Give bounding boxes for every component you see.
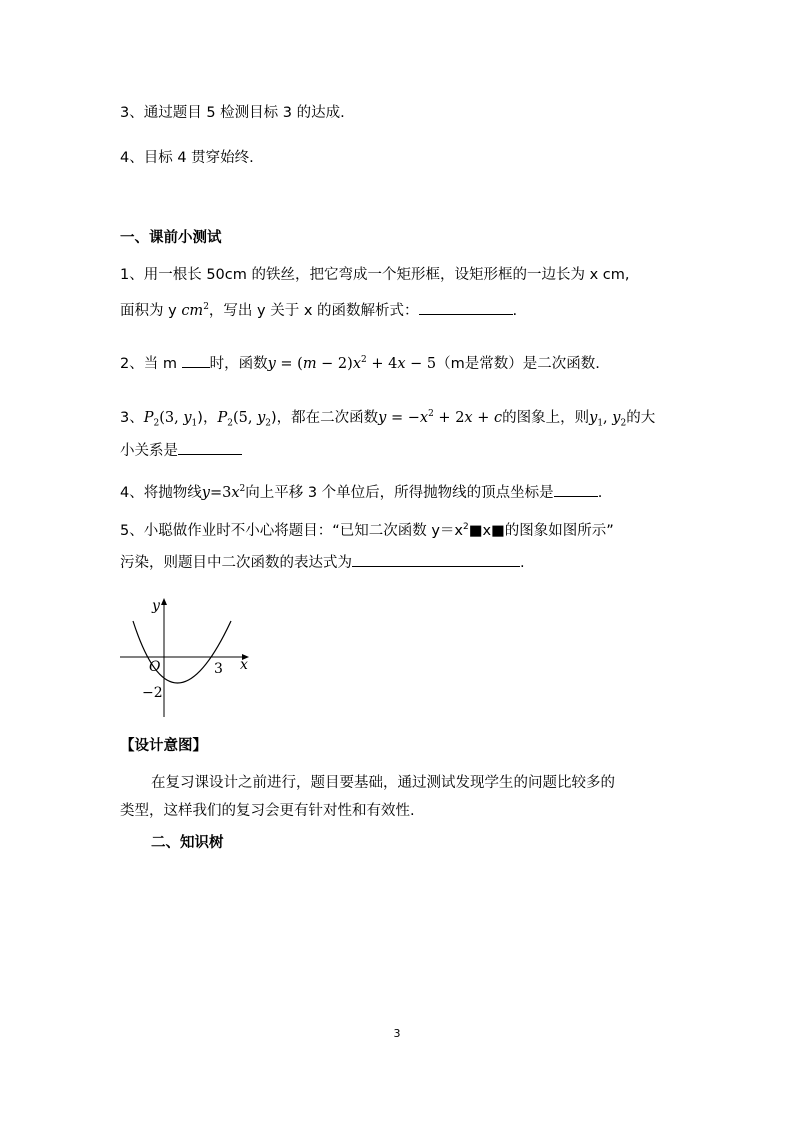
q2-formula-eq: = ( <box>275 355 303 372</box>
q5-line1-prefix: 5、小聪做作业时不小心将题目：“已知二次函数 y＝x <box>120 522 464 539</box>
q4-answer-blank[interactable] <box>554 482 598 497</box>
q5-line-2 <box>120 552 525 573</box>
y-axis-label: y <box>152 598 160 614</box>
q2-formula-m: m <box>302 355 317 372</box>
origin-label: O <box>149 659 161 675</box>
q3-line2-text: 小关系是 <box>120 443 178 459</box>
q4-line <box>120 479 602 503</box>
q3-cmp-y1-sub: 1 <box>597 418 604 429</box>
q5-line1-suffix: ■x■的图象如图所示” <box>468 522 614 539</box>
y-tick-label: −2 <box>142 685 163 701</box>
q3-y1: y <box>183 409 192 426</box>
q3-line-2 <box>120 440 242 461</box>
q3-cmp-y1: y <box>589 409 598 426</box>
goal-4: 4、目标 4 贯穿始终. <box>120 150 254 166</box>
q3-fn-x2: x <box>464 409 473 426</box>
q1-unit-exp: 2 <box>203 302 209 312</box>
design-para-line-1: 在复习课设计之前进行，题目要基础，通过测试发现学生的问题比较多的 <box>151 775 615 791</box>
q4-suffix: 向上平移 3 个单位后，所得抛物线的顶点坐标是 <box>245 484 554 501</box>
q2-formula-minus2: − 2) <box>316 355 353 372</box>
q4-formula-eq: =3 <box>209 484 232 501</box>
q1-line2-suffix: ，写出 y 关于 x 的函数解析式： <box>208 302 419 319</box>
q3-p1-coords: (3, <box>159 409 184 426</box>
x-axis-label: x <box>240 657 248 673</box>
parabola-graph <box>118 595 258 720</box>
q3-p2-coords: (5, <box>232 409 258 426</box>
q2-prefix: 2、当 m <box>120 355 177 372</box>
q5-line1-exp: 2 <box>463 522 469 532</box>
q4-end: . <box>597 484 603 501</box>
q1-line-1: 1、用一根长 50cm 的铁丝，把它弯成一个矩形框，设矩形框的一边长为 x cm, <box>120 267 630 283</box>
goal-3: 3、通过题目 5 检测目标 3 的达成. <box>120 105 345 121</box>
q3-fn-suffix: 的图象上，则 <box>502 409 590 426</box>
q3-cmp-y2-sub: 2 <box>620 418 627 429</box>
q3-answer-blank[interactable] <box>178 440 242 455</box>
q3-fn-c: c <box>493 409 503 426</box>
q2-answer-blank[interactable] <box>182 353 210 368</box>
q5-end: . <box>520 555 525 571</box>
design-title: 【设计意图】 <box>120 738 207 754</box>
q3-prefix: 3、 <box>120 409 144 426</box>
x-tick-label: 3 <box>214 661 223 677</box>
q2-formula-x: x <box>352 355 361 372</box>
q3-fn-y: y <box>378 409 387 426</box>
q1-line-2 <box>120 297 517 321</box>
design-para-line-2: 类型，这样我们的复习会更有针对性和有效性. <box>120 803 415 819</box>
q2-suffix: （m是常数）是二次函数. <box>436 355 600 372</box>
q3-y2: y <box>257 409 266 426</box>
q3-p1-sub: 2 <box>153 418 160 429</box>
q2-formula-x2: x <box>397 355 406 372</box>
q4-prefix: 4、将抛物线 <box>120 484 202 501</box>
q1-line2-prefix: 面积为 y <box>120 302 177 319</box>
q3-cmp-y2: y <box>612 409 621 426</box>
q2-formula-rest: + 4 <box>366 355 398 372</box>
q3-p1: P <box>143 409 154 426</box>
q5-line2-text: 污染，则题目中二次函数的表达式为 <box>120 555 352 571</box>
q3-y2-sub: 2 <box>265 418 271 429</box>
q3-p2-sub: 2 <box>227 418 233 429</box>
q3-y1-sub: 1 <box>191 418 198 429</box>
q2-formula-y: y <box>267 355 276 372</box>
q5-answer-blank[interactable] <box>352 552 520 567</box>
q1-unit: cm <box>181 302 204 319</box>
page-number: 3 <box>393 1027 401 1040</box>
q4-formula-x: x <box>231 484 240 501</box>
q3-fn-plus: + 2 <box>433 409 465 426</box>
q4-formula-exp: 2 <box>239 484 246 494</box>
q3-fn-x: x <box>419 409 429 426</box>
q2-mid: 时，函数 <box>209 355 268 372</box>
q2-formula-const: − 5 <box>405 355 437 372</box>
section-1-title: 一、课前小测试 <box>120 230 222 246</box>
q2-line <box>120 350 600 374</box>
q3-p2: P <box>217 409 228 426</box>
q3-fn-exp: 2 <box>428 409 434 419</box>
q3-fn-eq: = − <box>386 409 420 426</box>
q1-answer-blank[interactable] <box>419 300 513 315</box>
q1-end: . <box>512 302 518 319</box>
q3-tail: 的大 <box>626 409 656 426</box>
q5-line-1 <box>120 517 614 541</box>
q3-p2-close: )，都在二次函数 <box>271 409 379 426</box>
q2-formula-exp: 2 <box>361 355 367 365</box>
q3-line-1 <box>120 404 655 434</box>
q3-cmp-sep: , <box>603 409 613 426</box>
q3-p1-close: )， <box>197 409 218 426</box>
q4-formula-y: y <box>201 484 210 501</box>
section-2-title: 二、知识树 <box>151 835 224 851</box>
y-axis-arrow <box>161 598 167 605</box>
q3-fn-plusc: + <box>472 409 494 426</box>
